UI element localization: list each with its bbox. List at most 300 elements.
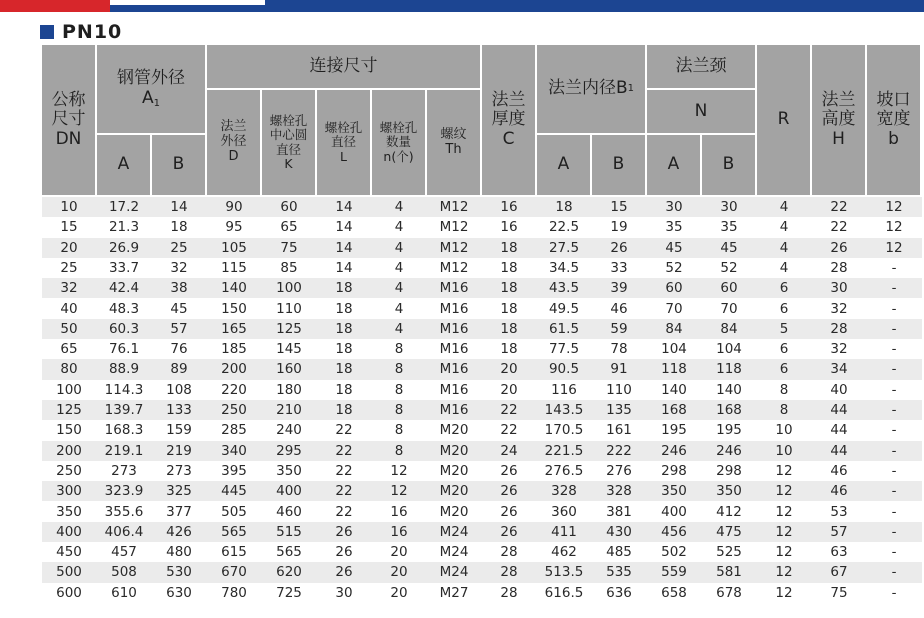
- cell-bevel: -: [891, 320, 897, 337]
- cell-dn: 15: [60, 219, 78, 236]
- cell-steel-od-a: 48.3: [108, 300, 140, 317]
- cell-height: 28: [830, 259, 848, 276]
- cell-height: 44: [830, 442, 848, 459]
- cell-bolt-hole: 14: [335, 259, 353, 276]
- cell-neck-b: 298: [716, 462, 742, 479]
- table-row: [42, 502, 922, 522]
- cell-neck-b: 350: [716, 483, 742, 500]
- cell-bore-b: 15: [610, 199, 628, 215]
- cell-bore-b: 430: [606, 523, 632, 540]
- cell-bolt-count: 16: [390, 523, 408, 540]
- table-row: [42, 299, 922, 319]
- cell-bore-a: 170.5: [544, 422, 584, 439]
- cell-neck-a: 246: [661, 442, 687, 459]
- cell-bolt-hole: 18: [335, 320, 353, 337]
- cell-bolt-circle: 65: [280, 219, 298, 236]
- cell-bolt-circle: 350: [276, 462, 302, 479]
- cell-r: 12: [775, 483, 793, 500]
- cell-bevel: 12: [885, 239, 903, 256]
- cell-bolt-circle: 100: [276, 280, 302, 297]
- cell-bolt-count: 8: [394, 422, 404, 439]
- cell-height: 44: [830, 422, 848, 439]
- cell-thread: M27: [439, 584, 469, 601]
- cell-height: 63: [830, 544, 848, 561]
- cell-steel-od-a: 323.9: [104, 483, 144, 500]
- cell-thread: M16: [439, 381, 469, 398]
- cell-thickness: 26: [500, 483, 518, 500]
- header-r: R: [757, 45, 810, 195]
- cell-flange-od: 565: [221, 523, 247, 540]
- cell-bolt-hole: 26: [335, 523, 353, 540]
- cell-r: 4: [779, 239, 789, 256]
- section-title: [40, 21, 122, 43]
- cell-bore-b: 485: [606, 544, 632, 561]
- cell-dn: 65: [60, 341, 78, 358]
- cell-neck-a: 298: [661, 462, 687, 479]
- cell-bolt-hole: 14: [335, 199, 353, 215]
- cell-bore-b: 381: [606, 503, 632, 520]
- cell-bevel: -: [891, 442, 897, 459]
- cell-bore-a: 49.5: [548, 300, 580, 317]
- table-row: [42, 400, 922, 420]
- cell-neck-a: 84: [665, 320, 683, 337]
- header-thickness: 法兰 厚度 C: [482, 45, 535, 195]
- cell-bore-b: 222: [606, 442, 632, 459]
- cell-bolt-count: 20: [390, 564, 408, 581]
- cell-neck-a: 400: [661, 503, 687, 520]
- cell-bore-a: 27.5: [548, 239, 580, 256]
- cell-bore-a: 462: [551, 544, 577, 561]
- cell-dn: 25: [60, 259, 78, 276]
- cell-r: 6: [779, 361, 789, 378]
- header-bolt-circle: 螺栓孔 中心圆 直径 K: [262, 90, 315, 195]
- cell-dn: 80: [60, 361, 78, 378]
- cell-neck-b: 412: [716, 503, 742, 520]
- cell-dn: 50: [60, 320, 78, 337]
- cell-r: 12: [775, 564, 793, 581]
- cell-thickness: 24: [500, 442, 518, 459]
- cell-bore-a: 616.5: [544, 584, 584, 601]
- cell-bolt-hole: 18: [335, 341, 353, 358]
- cell-r: 8: [779, 402, 789, 418]
- cell-thickness: 28: [500, 584, 518, 601]
- cell-bolt-circle: 180: [276, 381, 302, 398]
- cell-bolt-count: 4: [394, 239, 404, 256]
- cell-flange-od: 615: [221, 544, 247, 561]
- cell-bore-b: 19: [610, 219, 628, 236]
- cell-bevel: -: [891, 259, 897, 276]
- cell-bolt-circle: 400: [276, 483, 302, 500]
- top-decor-red: [0, 0, 110, 12]
- table-row: [42, 481, 922, 501]
- cell-height: 32: [830, 341, 848, 358]
- cell-bore-a: 143.5: [544, 402, 584, 418]
- table-row: [42, 319, 922, 339]
- cell-height: 46: [830, 483, 848, 500]
- cell-bolt-circle: 515: [276, 523, 302, 540]
- cell-thickness: 22: [500, 402, 518, 418]
- cell-neck-a: 559: [661, 564, 687, 581]
- cell-steel-od-b: 630: [166, 584, 192, 601]
- cell-bevel: -: [891, 422, 897, 439]
- cell-bevel: -: [891, 381, 897, 398]
- cell-dn: 200: [56, 442, 82, 459]
- cell-neck-a: 30: [665, 199, 683, 215]
- cell-dn: 125: [56, 402, 82, 418]
- cell-steel-od-b: 480: [166, 544, 192, 561]
- cell-r: 12: [775, 523, 793, 540]
- cell-bolt-circle: 210: [276, 402, 302, 418]
- cell-thickness: 22: [500, 422, 518, 439]
- cell-bevel: -: [891, 341, 897, 358]
- cell-steel-od-b: 219: [166, 442, 192, 459]
- cell-thickness: 18: [500, 341, 518, 358]
- cell-bore-a: 61.5: [548, 320, 580, 337]
- cell-neck-a: 140: [661, 381, 687, 398]
- cell-bevel: -: [891, 361, 897, 378]
- cell-steel-od-a: 508: [111, 564, 137, 581]
- cell-bolt-hole: 30: [335, 584, 353, 601]
- cell-bore-b: 78: [610, 341, 628, 358]
- table-row: [42, 278, 922, 298]
- cell-neck-a: 658: [661, 584, 687, 601]
- cell-neck-b: 195: [716, 422, 742, 439]
- cell-thread: M16: [439, 300, 469, 317]
- cell-bore-a: 328: [551, 483, 577, 500]
- cell-bore-b: 91: [610, 361, 628, 378]
- cell-bore-a: 221.5: [544, 442, 584, 459]
- cell-bore-a: 34.5: [548, 259, 580, 276]
- cell-bolt-count: 4: [394, 320, 404, 337]
- cell-bore-a: 513.5: [544, 564, 584, 581]
- cell-dn: 450: [56, 544, 82, 561]
- cell-bore-a: 360: [551, 503, 577, 520]
- cell-bevel: -: [891, 564, 897, 581]
- cell-bolt-circle: 145: [276, 341, 302, 358]
- cell-r: 12: [775, 584, 793, 601]
- cell-bore-a: 22.5: [548, 219, 580, 236]
- cell-neck-b: 104: [716, 341, 742, 358]
- cell-flange-od: 395: [221, 462, 247, 479]
- cell-height: 26: [830, 239, 848, 256]
- cell-dn: 300: [56, 483, 82, 500]
- cell-bore-b: 535: [606, 564, 632, 581]
- cell-flange-od: 165: [221, 320, 247, 337]
- cell-bolt-hole: 14: [335, 219, 353, 236]
- cell-height: 44: [830, 402, 848, 418]
- top-decor-gap: [110, 0, 265, 5]
- cell-neck-b: 246: [716, 442, 742, 459]
- cell-r: 6: [779, 280, 789, 297]
- cell-bolt-hole: 18: [335, 381, 353, 398]
- cell-thread: M16: [439, 402, 469, 418]
- cell-steel-od-b: 159: [166, 422, 192, 439]
- cell-bolt-count: 20: [390, 544, 408, 561]
- cell-height: 30: [830, 280, 848, 297]
- cell-bore-a: 90.5: [548, 361, 580, 378]
- cell-dn: 500: [56, 564, 82, 581]
- cell-thickness: 26: [500, 462, 518, 479]
- cell-r: 4: [779, 199, 789, 215]
- cell-thickness: 18: [500, 320, 518, 337]
- cell-thickness: 26: [500, 503, 518, 520]
- cell-bore-a: 116: [551, 381, 577, 398]
- cell-bolt-circle: 85: [280, 259, 298, 276]
- cell-thread: M12: [439, 199, 469, 215]
- cell-thickness: 18: [500, 239, 518, 256]
- cell-bolt-count: 4: [394, 199, 404, 215]
- cell-neck-b: 581: [716, 564, 742, 581]
- table-row: [42, 542, 922, 562]
- cell-bolt-hole: 26: [335, 564, 353, 581]
- cell-steel-od-b: 45: [170, 300, 188, 317]
- cell-r: 10: [775, 422, 793, 439]
- cell-bolt-count: 12: [390, 462, 408, 479]
- cell-bore-a: 276.5: [544, 462, 584, 479]
- cell-bevel: -: [891, 300, 897, 317]
- cell-steel-od-b: 325: [166, 483, 192, 500]
- cell-neck-a: 350: [661, 483, 687, 500]
- cell-height: 22: [830, 199, 848, 215]
- cell-height: 67: [830, 564, 848, 581]
- cell-bolt-hole: 22: [335, 422, 353, 439]
- cell-thickness: 18: [500, 259, 518, 276]
- cell-dn: 400: [56, 523, 82, 540]
- header-steel-od-b: B: [152, 135, 205, 195]
- cell-steel-od-b: 89: [170, 361, 188, 378]
- cell-bolt-circle: 295: [276, 442, 302, 459]
- cell-dn: 250: [56, 462, 82, 479]
- cell-neck-a: 104: [661, 341, 687, 358]
- cell-neck-b: 84: [720, 320, 738, 337]
- header-neck-b: B: [702, 135, 755, 195]
- cell-dn: 10: [60, 199, 78, 215]
- cell-steel-od-a: 26.9: [108, 239, 140, 256]
- cell-neck-a: 45: [665, 239, 683, 256]
- cell-thickness: 28: [500, 564, 518, 581]
- cell-neck-b: 118: [716, 361, 742, 378]
- header-neck: 法兰颈: [647, 45, 755, 88]
- cell-bevel: -: [891, 462, 897, 479]
- cell-bolt-count: 8: [394, 341, 404, 358]
- cell-bolt-hole: 26: [335, 544, 353, 561]
- cell-steel-od-a: 76.1: [108, 341, 140, 358]
- cell-bolt-count: 16: [390, 503, 408, 520]
- cell-bolt-circle: 75: [280, 239, 298, 256]
- cell-steel-od-b: 18: [170, 219, 188, 236]
- cell-steel-od-b: 133: [166, 402, 192, 418]
- cell-bore-b: 46: [610, 300, 628, 317]
- cell-steel-od-a: 114.3: [104, 381, 144, 398]
- cell-bevel: -: [891, 402, 897, 418]
- cell-bolt-circle: 60: [280, 199, 298, 215]
- cell-bevel: -: [891, 483, 897, 500]
- cell-bevel: -: [891, 503, 897, 520]
- cell-thread: M16: [439, 280, 469, 297]
- cell-bore-b: 59: [610, 320, 628, 337]
- cell-flange-od: 140: [221, 280, 247, 297]
- cell-thread: M20: [439, 462, 469, 479]
- cell-steel-od-a: 168.3: [104, 422, 144, 439]
- header-bore-subscript: 1: [627, 83, 635, 95]
- cell-bolt-circle: 240: [276, 422, 302, 439]
- cell-neck-a: 70: [665, 300, 683, 317]
- cell-flange-od: 95: [225, 219, 243, 236]
- table-row: [42, 238, 922, 258]
- cell-bolt-count: 4: [394, 259, 404, 276]
- cell-flange-od: 445: [221, 483, 247, 500]
- cell-steel-od-a: 33.7: [108, 259, 140, 276]
- cell-bevel: -: [891, 280, 897, 297]
- cell-steel-od-a: 21.3: [108, 219, 140, 236]
- cell-bolt-circle: 725: [276, 584, 302, 601]
- cell-bolt-hole: 18: [335, 300, 353, 317]
- cell-bolt-circle: 565: [276, 544, 302, 561]
- cell-thread: M24: [439, 564, 469, 581]
- cell-steel-od-a: 60.3: [108, 320, 140, 337]
- cell-r: 12: [775, 544, 793, 561]
- cell-flange-od: 105: [221, 239, 247, 256]
- header-bolt-hole: 螺栓孔 直径 L: [317, 90, 370, 195]
- cell-dn: 20: [60, 239, 78, 256]
- cell-bolt-count: 8: [394, 381, 404, 398]
- cell-flange-od: 115: [221, 259, 247, 276]
- header-height: 法兰 高度 H: [812, 45, 865, 195]
- cell-bevel: 12: [885, 199, 903, 215]
- cell-steel-od-a: 457: [111, 544, 137, 561]
- cell-flange-od: 670: [221, 564, 247, 581]
- cell-neck-a: 52: [665, 259, 683, 276]
- cell-thread: M16: [439, 341, 469, 358]
- cell-r: 6: [779, 341, 789, 358]
- table-row: [42, 197, 922, 217]
- cell-bolt-circle: 620: [276, 564, 302, 581]
- cell-thickness: 20: [500, 381, 518, 398]
- cell-neck-b: 60: [720, 280, 738, 297]
- cell-height: 40: [830, 381, 848, 398]
- cell-steel-od-b: 14: [170, 199, 188, 215]
- header-bore-a: A: [537, 135, 590, 195]
- cell-flange-od: 220: [221, 381, 247, 398]
- cell-bore-b: 276: [606, 462, 632, 479]
- header-steel-od-a: A: [97, 135, 150, 195]
- table-row: [42, 380, 922, 400]
- cell-bore-a: 18: [555, 199, 573, 215]
- cell-bore-b: 328: [606, 483, 632, 500]
- table-row: [42, 461, 922, 481]
- cell-flange-od: 340: [221, 442, 247, 459]
- cell-steel-od-b: 38: [170, 280, 188, 297]
- cell-steel-od-b: 32: [170, 259, 188, 276]
- header-bore: [537, 45, 645, 133]
- header-steel-od-label: 钢管外径: [117, 67, 185, 88]
- cell-steel-od-a: 355.6: [104, 503, 144, 520]
- cell-neck-b: 52: [720, 259, 738, 276]
- cell-bolt-count: 8: [394, 361, 404, 378]
- cell-flange-od: 185: [221, 341, 247, 358]
- cell-bore-b: 33: [610, 259, 628, 276]
- cell-thickness: 16: [500, 219, 518, 236]
- cell-neck-b: 475: [716, 523, 742, 540]
- cell-dn: 350: [56, 503, 82, 520]
- cell-height: 28: [830, 320, 848, 337]
- cell-bevel: -: [891, 584, 897, 601]
- cell-neck-b: 45: [720, 239, 738, 256]
- title-text: PN10: [62, 21, 123, 43]
- cell-neck-b: 678: [716, 584, 742, 601]
- title-square-icon: [40, 25, 54, 39]
- cell-dn: 100: [56, 381, 82, 398]
- cell-neck-b: 140: [716, 381, 742, 398]
- cell-thread: M16: [439, 320, 469, 337]
- cell-steel-od-b: 273: [166, 462, 192, 479]
- cell-height: 57: [830, 523, 848, 540]
- cell-steel-od-a: 17.2: [108, 199, 140, 215]
- cell-r: 4: [779, 259, 789, 276]
- cell-bore-b: 135: [606, 402, 632, 418]
- cell-bore-b: 39: [610, 280, 628, 297]
- cell-thread: M20: [439, 503, 469, 520]
- cell-bolt-hole: 14: [335, 239, 353, 256]
- cell-bolt-circle: 110: [276, 300, 302, 317]
- cell-r: 10: [775, 442, 793, 459]
- table-row: [42, 258, 922, 278]
- header-steel-od-subscript: 1: [153, 97, 160, 109]
- header-bore-b: B: [592, 135, 645, 195]
- cell-bolt-hole: 22: [335, 483, 353, 500]
- cell-r: 12: [775, 503, 793, 520]
- table-row: [42, 441, 922, 461]
- cell-steel-od-b: 426: [166, 523, 192, 540]
- header-neck-n: N: [647, 90, 755, 133]
- cell-bolt-hole: 22: [335, 462, 353, 479]
- cell-steel-od-b: 76: [170, 341, 188, 358]
- cell-neck-b: 30: [720, 199, 738, 215]
- table-row: [42, 562, 922, 582]
- cell-thread: M20: [439, 483, 469, 500]
- cell-steel-od-a: 88.9: [108, 361, 140, 378]
- cell-steel-od-b: 530: [166, 564, 192, 581]
- cell-bore-b: 110: [606, 381, 632, 398]
- cell-steel-od-a: 139.7: [104, 402, 144, 418]
- cell-steel-od-a: 406.4: [104, 523, 144, 540]
- cell-bolt-circle: 460: [276, 503, 302, 520]
- cell-height: 32: [830, 300, 848, 317]
- cell-thickness: 18: [500, 300, 518, 317]
- cell-height: 46: [830, 462, 848, 479]
- cell-thickness: 18: [500, 280, 518, 297]
- header-connection: 连接尺寸: [207, 45, 480, 88]
- cell-neck-a: 118: [661, 361, 687, 378]
- cell-bolt-count: 12: [390, 483, 408, 500]
- cell-bevel: 12: [885, 219, 903, 236]
- cell-r: 6: [779, 300, 789, 317]
- cell-neck-a: 502: [661, 544, 687, 561]
- cell-neck-a: 60: [665, 280, 683, 297]
- cell-bolt-hole: 18: [335, 402, 353, 418]
- table-row: [42, 359, 922, 379]
- cell-bore-a: 411: [551, 523, 577, 540]
- cell-thread: M12: [439, 259, 469, 276]
- cell-steel-od-b: 377: [166, 503, 192, 520]
- cell-bolt-count: 4: [394, 300, 404, 317]
- cell-bolt-circle: 160: [276, 361, 302, 378]
- cell-r: 5: [779, 320, 789, 337]
- cell-bore-b: 161: [606, 422, 632, 439]
- cell-bore-b: 26: [610, 239, 628, 256]
- table-row: [42, 583, 922, 603]
- cell-flange-od: 150: [221, 300, 247, 317]
